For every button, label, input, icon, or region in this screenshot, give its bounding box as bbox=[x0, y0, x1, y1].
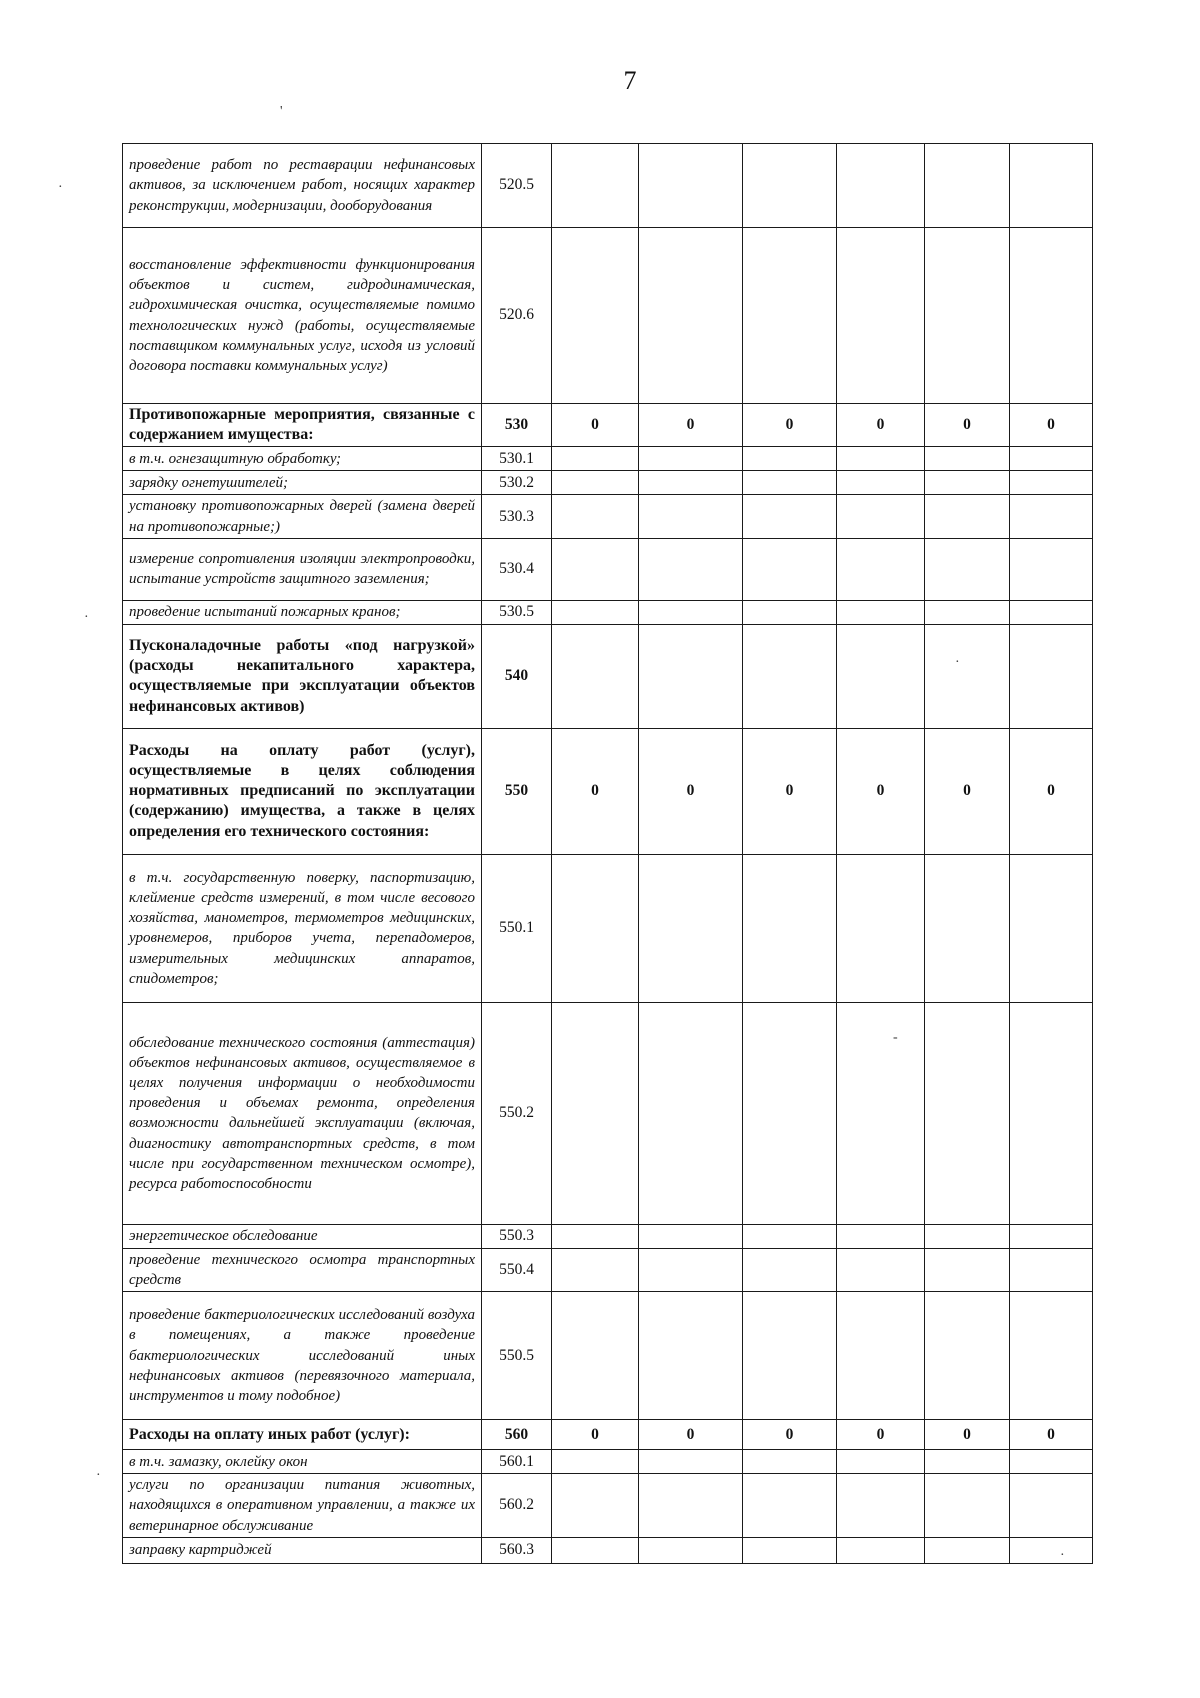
value-cell bbox=[552, 1248, 639, 1291]
table-row bbox=[123, 1420, 1093, 1450]
value-cell bbox=[743, 1248, 837, 1291]
row-code: 550.4 bbox=[482, 1248, 552, 1291]
value-cell bbox=[639, 1292, 743, 1420]
row-code: 550.5 bbox=[482, 1292, 552, 1420]
table-row bbox=[123, 1474, 1093, 1538]
row-description: энергетическое обследование bbox=[123, 1224, 482, 1248]
row-description: проведение работ по реставрации нефинансовых активов, за исключением работ, носящих характер реконструкции, модернизации, дооборудования bbox=[123, 144, 482, 228]
value-cell bbox=[837, 854, 925, 1002]
value-cell bbox=[925, 854, 1010, 1002]
value-cell: 0 bbox=[639, 728, 743, 854]
row-description: Расходы на оплату работ (услуг), осуществляемые в целях соблюдения нормативных предписаний по эксплуатации (содержанию) имущества, а также в целях определения его технического состояния: bbox=[123, 728, 482, 854]
value-cell bbox=[925, 495, 1010, 538]
value-cell bbox=[925, 471, 1010, 495]
row-code: 530.2 bbox=[482, 471, 552, 495]
value-cell bbox=[837, 471, 925, 495]
table-row bbox=[123, 854, 1093, 1002]
value-cell bbox=[639, 144, 743, 228]
value-cell bbox=[639, 228, 743, 404]
table-row bbox=[123, 495, 1093, 538]
row-code: 550.1 bbox=[482, 854, 552, 1002]
table-row bbox=[123, 624, 1093, 728]
value-cell bbox=[639, 447, 743, 471]
row-description: восстановление эффективности функционирования объектов и систем, гидродинамическая, гидрохимическая очистка, осуществляемые помимо технологических нужд (работы, осуществляемые поставщиком коммунальных услуг, исходя из условий договора поставки коммунальных услуг) bbox=[123, 228, 482, 404]
value-cell bbox=[639, 1002, 743, 1224]
value-cell bbox=[837, 1450, 925, 1474]
value-cell bbox=[743, 1292, 837, 1420]
value-cell bbox=[552, 228, 639, 404]
value-cell: 0 bbox=[1010, 1420, 1093, 1450]
value-cell bbox=[743, 471, 837, 495]
value-cell: 0 bbox=[925, 728, 1010, 854]
value-cell bbox=[743, 495, 837, 538]
value-cell bbox=[925, 1537, 1010, 1563]
value-cell bbox=[837, 1292, 925, 1420]
value-cell: 0 bbox=[837, 1420, 925, 1450]
row-description: в т.ч. огнезащитную обработку; bbox=[123, 447, 482, 471]
row-code: 560.1 bbox=[482, 1450, 552, 1474]
value-cell: 0 bbox=[1010, 404, 1093, 447]
value-cell: 0 bbox=[743, 728, 837, 854]
value-cell bbox=[1010, 600, 1093, 624]
value-cell bbox=[1010, 1450, 1093, 1474]
row-code: 520.5 bbox=[482, 144, 552, 228]
table-row bbox=[123, 538, 1093, 600]
row-description: измерение сопротивления изоляции электропроводки, испытание устройств защитного заземления; bbox=[123, 538, 482, 600]
value-cell bbox=[743, 1002, 837, 1224]
value-cell bbox=[552, 1002, 639, 1224]
value-cell: 0 bbox=[925, 1420, 1010, 1450]
value-cell: 0 bbox=[552, 404, 639, 447]
value-cell bbox=[552, 1292, 639, 1420]
table-row bbox=[123, 144, 1093, 228]
value-cell bbox=[743, 624, 837, 728]
value-cell bbox=[837, 1224, 925, 1248]
value-cell bbox=[639, 1224, 743, 1248]
value-cell bbox=[1010, 1474, 1093, 1538]
table-row bbox=[123, 1002, 1093, 1224]
value-cell bbox=[1010, 228, 1093, 404]
row-description: проведение бактериологических исследований воздуха в помещениях, а также проведение бактериологических исследований иных нефинансовых активов (перевязочного материала, инструментов и тому подобное) bbox=[123, 1292, 482, 1420]
value-cell: 0 bbox=[837, 728, 925, 854]
row-code: 560.2 bbox=[482, 1474, 552, 1538]
table-row bbox=[123, 600, 1093, 624]
value-cell bbox=[1010, 624, 1093, 728]
row-description: Противопожарные мероприятия, связанные с содержанием имущества: bbox=[123, 404, 482, 447]
value-cell bbox=[925, 624, 1010, 728]
value-cell bbox=[925, 1002, 1010, 1224]
row-description: в т.ч. замазку, оклейку окон bbox=[123, 1450, 482, 1474]
value-cell bbox=[639, 538, 743, 600]
value-cell bbox=[743, 144, 837, 228]
value-cell bbox=[837, 495, 925, 538]
value-cell bbox=[743, 1450, 837, 1474]
table-row bbox=[123, 228, 1093, 404]
row-code: 550.2 bbox=[482, 1002, 552, 1224]
value-cell bbox=[552, 1450, 639, 1474]
value-cell bbox=[837, 1002, 925, 1224]
row-description: проведение испытаний пожарных кранов; bbox=[123, 600, 482, 624]
scan-mark: · bbox=[955, 655, 960, 670]
value-cell bbox=[837, 1474, 925, 1538]
value-cell bbox=[925, 1224, 1010, 1248]
value-cell bbox=[743, 228, 837, 404]
value-cell bbox=[837, 1248, 925, 1291]
row-code: 560.3 bbox=[482, 1537, 552, 1563]
row-description: зарядку огнетушителей; bbox=[123, 471, 482, 495]
value-cell bbox=[639, 1474, 743, 1538]
value-cell bbox=[639, 624, 743, 728]
value-cell: 0 bbox=[1010, 728, 1093, 854]
row-code: 520.6 bbox=[482, 228, 552, 404]
value-cell: 0 bbox=[743, 1420, 837, 1450]
row-code: 550 bbox=[482, 728, 552, 854]
scan-mark: · bbox=[96, 1468, 101, 1483]
value-cell bbox=[925, 538, 1010, 600]
value-cell bbox=[639, 1537, 743, 1563]
table-row bbox=[123, 447, 1093, 471]
value-cell: 0 bbox=[837, 404, 925, 447]
value-cell bbox=[743, 538, 837, 600]
scan-mark: · bbox=[58, 180, 63, 195]
row-code: 530.1 bbox=[482, 447, 552, 471]
row-description: проведение технического осмотра транспортных средств bbox=[123, 1248, 482, 1291]
value-cell bbox=[743, 1537, 837, 1563]
value-cell bbox=[552, 495, 639, 538]
value-cell bbox=[925, 447, 1010, 471]
value-cell bbox=[1010, 538, 1093, 600]
value-cell bbox=[1010, 1292, 1093, 1420]
value-cell bbox=[925, 1450, 1010, 1474]
value-cell bbox=[743, 447, 837, 471]
row-code: 530.5 bbox=[482, 600, 552, 624]
table-row bbox=[123, 1224, 1093, 1248]
row-description: Расходы на оплату иных работ (услуг): bbox=[123, 1420, 482, 1450]
table-row bbox=[123, 728, 1093, 854]
value-cell bbox=[552, 471, 639, 495]
row-description: услуги по организации питания животных, находящихся в оперативном управлении, а также их ветеринарное обслуживание bbox=[123, 1474, 482, 1538]
row-code: 530.4 bbox=[482, 538, 552, 600]
value-cell bbox=[552, 624, 639, 728]
value-cell bbox=[552, 854, 639, 1002]
value-cell bbox=[837, 1537, 925, 1563]
value-cell bbox=[837, 144, 925, 228]
row-description: Пусконаладочные работы «под нагрузкой» (расходы некапитального характера, осуществляемые при эксплуатации объектов нефинансовых активов) bbox=[123, 624, 482, 728]
value-cell bbox=[639, 495, 743, 538]
row-code: 550.3 bbox=[482, 1224, 552, 1248]
value-cell bbox=[552, 1474, 639, 1538]
value-cell bbox=[837, 600, 925, 624]
value-cell bbox=[925, 228, 1010, 404]
value-cell bbox=[552, 1224, 639, 1248]
row-code: 560 bbox=[482, 1420, 552, 1450]
table-row bbox=[123, 1537, 1093, 1563]
value-cell: 0 bbox=[639, 1420, 743, 1450]
row-description: обследование технического состояния (аттестация) объектов нефинансовых активов, осуществляемое в целях получения информации о необходимости проведения и объемах ремонта, определения возможности дальнейшей эксплуатации (включая, диагностику автотранспортных средств, в том числе при государственном техническом осмотре), ресурса работоспособности bbox=[123, 1002, 482, 1224]
value-cell bbox=[639, 471, 743, 495]
value-cell: 0 bbox=[552, 1420, 639, 1450]
value-cell bbox=[552, 447, 639, 471]
value-cell: 0 bbox=[552, 728, 639, 854]
value-cell bbox=[1010, 1224, 1093, 1248]
value-cell bbox=[552, 600, 639, 624]
row-description: заправку картриджей bbox=[123, 1537, 482, 1563]
table-row bbox=[123, 404, 1093, 447]
row-code: 530 bbox=[482, 404, 552, 447]
table-row bbox=[123, 471, 1093, 495]
value-cell bbox=[837, 538, 925, 600]
value-cell bbox=[925, 144, 1010, 228]
value-cell bbox=[925, 1292, 1010, 1420]
scan-mark: · bbox=[84, 610, 89, 625]
row-code: 530.3 bbox=[482, 495, 552, 538]
table-row bbox=[123, 1292, 1093, 1420]
value-cell bbox=[1010, 854, 1093, 1002]
expense-table bbox=[122, 143, 1093, 1564]
value-cell bbox=[743, 1224, 837, 1248]
value-cell bbox=[552, 144, 639, 228]
row-description: установку противопожарных дверей (замена дверей на противопожарные;) bbox=[123, 495, 482, 538]
value-cell bbox=[1010, 1248, 1093, 1291]
value-cell bbox=[639, 600, 743, 624]
value-cell bbox=[837, 624, 925, 728]
value-cell bbox=[837, 228, 925, 404]
value-cell bbox=[1010, 1537, 1093, 1563]
value-cell bbox=[743, 854, 837, 1002]
value-cell bbox=[639, 1450, 743, 1474]
value-cell: 0 bbox=[925, 404, 1010, 447]
value-cell bbox=[639, 854, 743, 1002]
value-cell: 0 bbox=[743, 404, 837, 447]
value-cell bbox=[1010, 1002, 1093, 1224]
value-cell bbox=[743, 600, 837, 624]
value-cell bbox=[1010, 144, 1093, 228]
value-cell bbox=[1010, 447, 1093, 471]
value-cell bbox=[552, 1537, 639, 1563]
value-cell bbox=[925, 1248, 1010, 1291]
table-row bbox=[123, 1248, 1093, 1291]
row-code: 540 bbox=[482, 624, 552, 728]
row-description: в т.ч. государственную поверку, паспортизацию, клеймение средств измерений, в том числе весового хозяйства, манометров, термометров медицинских, уровнемеров, приборов учета, перепадомеров, измерительных медицинских аппаратов, спидометров; bbox=[123, 854, 482, 1002]
scan-mark: ' bbox=[280, 104, 283, 119]
value-cell: 0 bbox=[639, 404, 743, 447]
value-cell bbox=[552, 538, 639, 600]
table-row bbox=[123, 1450, 1093, 1474]
value-cell bbox=[925, 1474, 1010, 1538]
value-cell bbox=[743, 1474, 837, 1538]
value-cell bbox=[837, 447, 925, 471]
value-cell bbox=[639, 1248, 743, 1291]
scan-mark: · bbox=[1060, 1548, 1065, 1563]
page-number: 7 bbox=[623, 66, 637, 95]
scan-mark: - bbox=[893, 1030, 898, 1045]
value-cell bbox=[925, 600, 1010, 624]
value-cell bbox=[1010, 495, 1093, 538]
table-body bbox=[123, 144, 1093, 1564]
value-cell bbox=[1010, 471, 1093, 495]
